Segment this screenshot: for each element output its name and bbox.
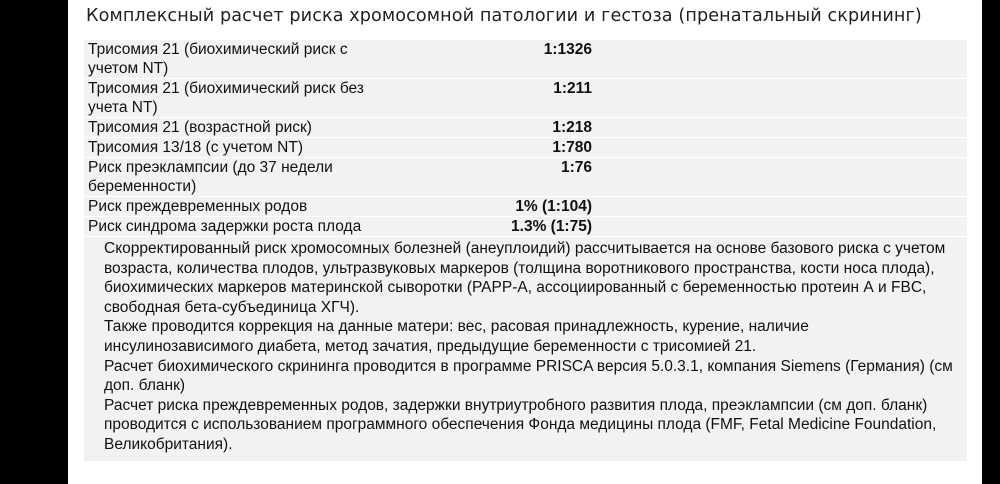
explanatory-notes <box>84 237 967 461</box>
result-value: 1:780 <box>552 139 592 156</box>
result-value: 1% (1:104) <box>515 198 592 215</box>
result-label: Риск синдрома задержки роста плода <box>88 218 362 235</box>
note-paragraph: Расчет биохимического скрининга проводится в программе PRISCA версия 5.0.3.1, компания Siemens (Германия) (см доп. бланк) <box>104 357 953 395</box>
result-value: 1:218 <box>552 119 592 136</box>
note-paragraph: Расчет риска преждевременных родов, задержки внутриутробного развития плода, преэклампсии (см доп. бланк) проводится с использованием программного обеспечения Фонда медицины плода (FMF, Fetal Medicine Foundation, Великобритания). <box>104 396 937 453</box>
result-value: 1:76 <box>560 159 592 176</box>
result-row-growth-restriction <box>84 217 967 236</box>
result-row-preeclampsia <box>84 158 967 196</box>
result-row-t21-biochem-nt <box>84 40 967 78</box>
result-label: Трисомия 21 (возрастной риск) <box>88 119 312 136</box>
result-value: 1:211 <box>553 80 592 97</box>
result-label: Риск преэклампсии (до 37 недели беременности) <box>88 159 333 195</box>
result-label: Риск преждевременных родов <box>88 198 308 215</box>
result-label: Трисомия 21 (биохимический риск с учетом NT) <box>88 41 348 77</box>
note-paragraph: Скорректированный риск хромосомных болезней (анеуплоидий) рассчитывается на основе базового риска с учетом возраста, количества плодов, ультразвуковых маркеров (толщина воротникового пространства, кости носа плода), биохимических маркеров материнской сыворотки (PAPP-A, ассоциированный с беременностью протеин А и FBC, свободная бета-субъединица ХГЧ). <box>104 240 946 316</box>
result-label: Трисомия 21 (биохимический риск без учета NT) <box>88 80 364 116</box>
document-title: Комплексный расчет риска хромосомной патологии и гестоза (пренатальный скрининг) <box>86 6 922 26</box>
risk-results-table <box>84 40 967 461</box>
result-label: Трисомия 13/18 (с учетом NT) <box>88 139 304 156</box>
note-paragraph: Также проводится коррекция на данные матери: вес, расовая принадлежность, курение, наличие инсулинозависимого диабета, метод зачатия, предыдущие беременности с трисомией 21. <box>104 318 809 355</box>
result-row-preterm-birth <box>84 197 967 216</box>
result-value: 1.3% (1:75) <box>511 218 592 235</box>
result-row-t21-age <box>84 118 967 137</box>
result-row-t21-biochem-no-nt <box>84 79 967 117</box>
result-row-t13-18 <box>84 138 967 157</box>
result-value: 1:1326 <box>543 41 592 58</box>
